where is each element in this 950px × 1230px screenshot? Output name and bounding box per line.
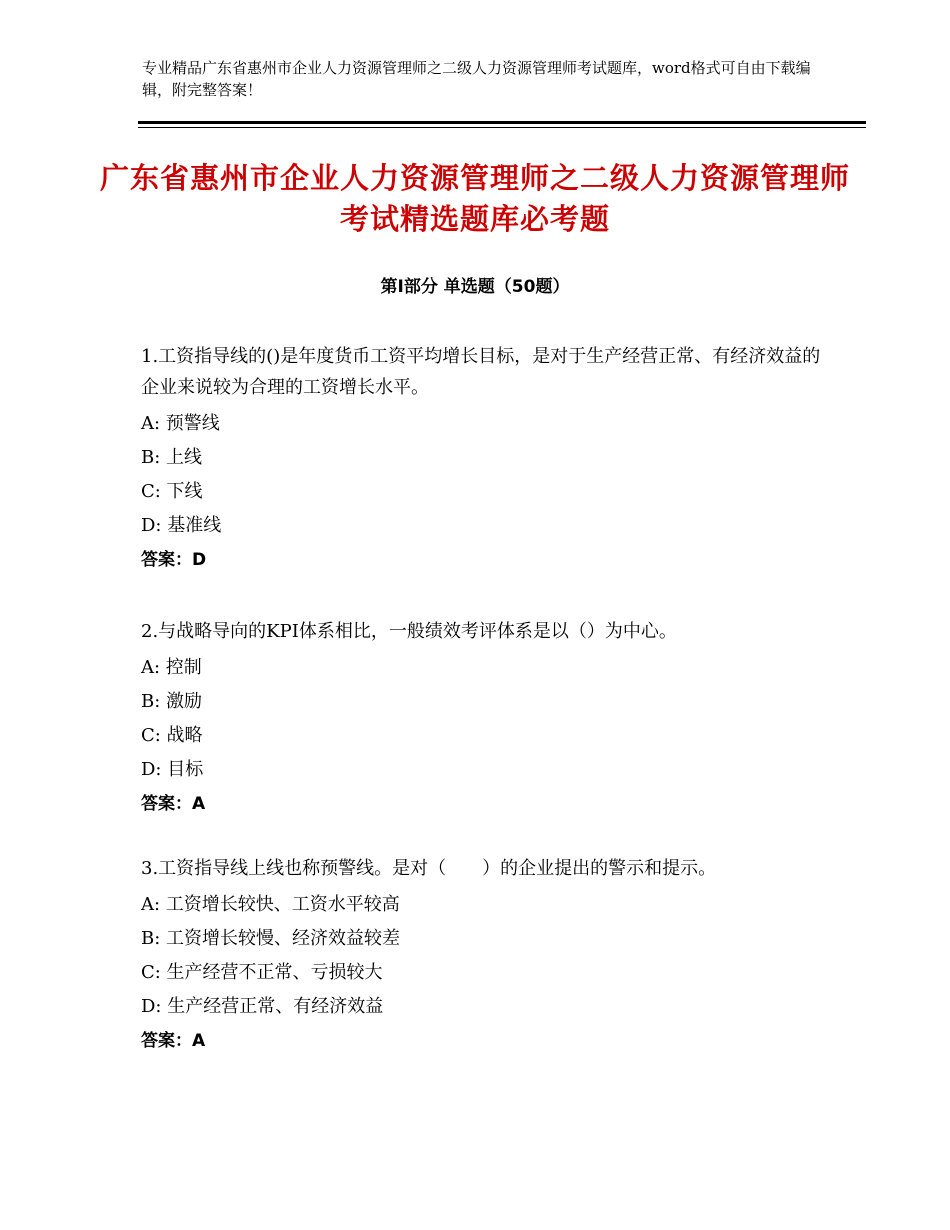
option-b: B: 激励 xyxy=(141,691,203,712)
option-a: A: 工资增长较快、工资水平较高 xyxy=(141,894,400,915)
document-title: 广东省惠州市企业人力资源管理师之二级人力资源管理师考试精选题库必考题 xyxy=(100,161,851,236)
question-2 xyxy=(141,616,821,821)
option-a: A: 控制 xyxy=(141,657,202,678)
option-c: C: 下线 xyxy=(141,481,203,502)
question-1 xyxy=(141,341,821,577)
option-c: C: 战略 xyxy=(141,725,203,746)
header-rule-thick xyxy=(138,121,866,124)
option-a: A: 预警线 xyxy=(141,413,220,434)
header-note: 专业精品广东省惠州市企业人力资源管理师之二级人力资源管理师考试题库，word格式可自由下载编辑，附完整答案！ xyxy=(142,59,811,99)
answer: 答案：A xyxy=(141,1031,206,1051)
section-title: 第Ⅰ部分 单选题（50题） xyxy=(380,277,570,297)
option-b: B: 工资增长较慢、经济效益较差 xyxy=(141,928,401,949)
option-b: B: 上线 xyxy=(141,447,203,468)
question-stem: 1.工资指导线的()是年度货币工资平均增长目标，是对于生产经营正常、有经济效益的企业来说较为合理的工资增长水平。 xyxy=(141,346,821,398)
question-3 xyxy=(141,853,821,1058)
header-rule-thin xyxy=(138,127,866,128)
question-stem: 3.工资指导线上线也称预警线。是对（ ）的企业提出的警示和提示。 xyxy=(141,858,717,879)
answer: 答案：A xyxy=(141,794,206,814)
option-d: D: 目标 xyxy=(141,759,204,780)
question-stem: 2.与战略导向的KPI体系相比，一般绩效考评体系是以（）为中心。 xyxy=(141,621,677,642)
answer: 答案：D xyxy=(141,550,207,570)
option-d: D: 基准线 xyxy=(141,515,222,536)
option-d: D: 生产经营正常、有经济效益 xyxy=(141,996,384,1017)
option-c: C: 生产经营不正常、亏损较大 xyxy=(141,962,383,983)
